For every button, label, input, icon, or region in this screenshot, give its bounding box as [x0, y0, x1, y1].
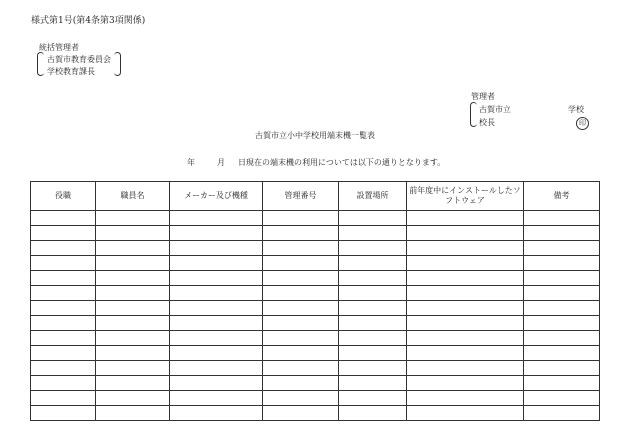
table-cell[interactable]: [96, 361, 170, 376]
table-cell[interactable]: [31, 211, 96, 226]
table-cell[interactable]: [170, 286, 263, 301]
table-cell[interactable]: [339, 361, 407, 376]
table-cell[interactable]: [96, 346, 170, 361]
table-cell[interactable]: [31, 331, 96, 346]
table-cell[interactable]: [524, 301, 600, 316]
table-cell[interactable]: [407, 286, 524, 301]
table-row: [31, 346, 600, 361]
table-row: [31, 226, 600, 241]
table-cell[interactable]: [31, 391, 96, 406]
date-statement: 日現在の端末機の利用については以下の通りとなります。: [238, 158, 446, 167]
header-staff-name: 職員名: [96, 182, 170, 211]
table-cell[interactable]: [170, 226, 263, 241]
table-cell[interactable]: [263, 391, 339, 406]
table-row: [31, 256, 600, 271]
table-cell[interactable]: [31, 256, 96, 271]
manager-title: 管理者: [471, 92, 495, 101]
table-cell[interactable]: [170, 316, 263, 331]
table-cell[interactable]: [170, 211, 263, 226]
table-row: [31, 406, 600, 421]
table-cell[interactable]: [170, 256, 263, 271]
table-cell[interactable]: [524, 256, 600, 271]
table-cell[interactable]: [407, 376, 524, 391]
table-cell[interactable]: [31, 301, 96, 316]
header-installed-software: 前年度中にインストールしたソフトウェア: [407, 182, 524, 211]
table-cell[interactable]: [407, 271, 524, 286]
table-cell[interactable]: [31, 361, 96, 376]
table-cell[interactable]: [524, 361, 600, 376]
date-month: 月: [217, 158, 225, 167]
table-cell[interactable]: [524, 391, 600, 406]
table-cell[interactable]: [170, 376, 263, 391]
manager-bracket-left: [470, 102, 477, 127]
table-cell[interactable]: [96, 211, 170, 226]
table-cell[interactable]: [339, 256, 407, 271]
table-row: [31, 316, 600, 331]
table-body: [31, 211, 600, 421]
table-cell[interactable]: [263, 211, 339, 226]
table-cell[interactable]: [339, 376, 407, 391]
table-cell[interactable]: [263, 271, 339, 286]
table-cell[interactable]: [339, 346, 407, 361]
table-cell[interactable]: [263, 406, 339, 421]
table-row: [31, 286, 600, 301]
header-maker-model: メーカー及び機種: [170, 182, 263, 211]
table-cell[interactable]: [339, 316, 407, 331]
table-cell[interactable]: [339, 211, 407, 226]
table-cell[interactable]: [96, 226, 170, 241]
table-row: [31, 211, 600, 226]
header-management-number: 管理番号: [263, 182, 339, 211]
table-cell[interactable]: [339, 226, 407, 241]
form-number: 様式第1号(第4条第3項関係): [31, 16, 146, 26]
table-cell[interactable]: [263, 316, 339, 331]
table-row: [31, 241, 600, 256]
table-cell[interactable]: [96, 286, 170, 301]
table-cell[interactable]: [31, 226, 96, 241]
table-cell[interactable]: [524, 376, 600, 391]
table-cell[interactable]: [263, 301, 339, 316]
table-cell[interactable]: [524, 316, 600, 331]
table-cell[interactable]: [407, 301, 524, 316]
table-cell[interactable]: [170, 301, 263, 316]
table-header-row: [31, 182, 600, 211]
manager-school-prefix: 古賀市立: [479, 105, 511, 114]
table-cell[interactable]: [96, 316, 170, 331]
table-cell[interactable]: [407, 361, 524, 376]
supervisor-bracket-left: [37, 52, 44, 76]
table-cell[interactable]: [170, 271, 263, 286]
table-cell[interactable]: [407, 331, 524, 346]
header-location: 設置場所: [339, 182, 407, 211]
table-cell[interactable]: [170, 346, 263, 361]
table-cell[interactable]: [524, 406, 600, 421]
table-cell[interactable]: [31, 241, 96, 256]
table-cell[interactable]: [263, 286, 339, 301]
terminal-list-table: [30, 181, 600, 421]
table-cell[interactable]: [339, 406, 407, 421]
table-cell[interactable]: [524, 226, 600, 241]
table-cell[interactable]: [524, 211, 600, 226]
table-cell[interactable]: [170, 361, 263, 376]
supervisor-position: 学校教育課長: [47, 67, 95, 76]
table-cell[interactable]: [263, 376, 339, 391]
seal-mark: 印: [576, 117, 589, 130]
table-cell[interactable]: [524, 241, 600, 256]
table-cell[interactable]: [339, 271, 407, 286]
table-cell[interactable]: [339, 241, 407, 256]
table-cell[interactable]: [339, 301, 407, 316]
supervisor-title: 統括管理者: [39, 43, 79, 52]
table-cell[interactable]: [31, 316, 96, 331]
table-cell[interactable]: [31, 406, 96, 421]
table-cell[interactable]: [339, 391, 407, 406]
table-row: [31, 271, 600, 286]
table-cell[interactable]: [170, 331, 263, 346]
table-cell[interactable]: [170, 241, 263, 256]
table-cell[interactable]: [31, 376, 96, 391]
table-cell[interactable]: [339, 286, 407, 301]
table-cell[interactable]: [407, 406, 524, 421]
header-remarks: 備考: [524, 182, 600, 211]
table-cell[interactable]: [407, 256, 524, 271]
table-row: [31, 376, 600, 391]
table-cell[interactable]: [96, 391, 170, 406]
supervisor-organization: 古賀市教育委員会: [47, 55, 111, 64]
table-cell[interactable]: [263, 361, 339, 376]
table-cell[interactable]: [96, 376, 170, 391]
table-cell[interactable]: [31, 346, 96, 361]
table-cell[interactable]: [407, 391, 524, 406]
table-cell[interactable]: [31, 271, 96, 286]
manager-school-suffix: 学校: [568, 105, 584, 114]
table-cell[interactable]: [524, 271, 600, 286]
document-title: 古賀市立小中学校用端末機一覧表: [255, 131, 375, 140]
header-position: 役職: [31, 182, 96, 211]
table-cell[interactable]: [524, 346, 600, 361]
table-cell[interactable]: [263, 241, 339, 256]
supervisor-bracket-right: [114, 52, 121, 76]
table-row: [31, 391, 600, 406]
manager-position: 校長: [479, 118, 495, 127]
table-cell[interactable]: [407, 211, 524, 226]
table-cell[interactable]: [96, 241, 170, 256]
table-cell[interactable]: [31, 286, 96, 301]
table-cell[interactable]: [96, 271, 170, 286]
table-cell[interactable]: [407, 241, 524, 256]
table-cell[interactable]: [407, 346, 524, 361]
table-row: [31, 301, 600, 316]
table-cell[interactable]: [170, 406, 263, 421]
table-row: [31, 331, 600, 346]
table-cell[interactable]: [524, 286, 600, 301]
table-cell[interactable]: [96, 331, 170, 346]
table-cell[interactable]: [263, 346, 339, 361]
table-row: [31, 361, 600, 376]
table-cell[interactable]: [339, 331, 407, 346]
table-cell[interactable]: [96, 406, 170, 421]
table-cell[interactable]: [96, 256, 170, 271]
table-cell[interactable]: [263, 256, 339, 271]
table-cell[interactable]: [407, 226, 524, 241]
table-cell[interactable]: [170, 391, 263, 406]
table-cell[interactable]: [96, 301, 170, 316]
table-cell[interactable]: [263, 226, 339, 241]
table-cell[interactable]: [263, 331, 339, 346]
table-cell[interactable]: [524, 331, 600, 346]
date-year: 年: [187, 158, 195, 167]
table-cell[interactable]: [407, 316, 524, 331]
